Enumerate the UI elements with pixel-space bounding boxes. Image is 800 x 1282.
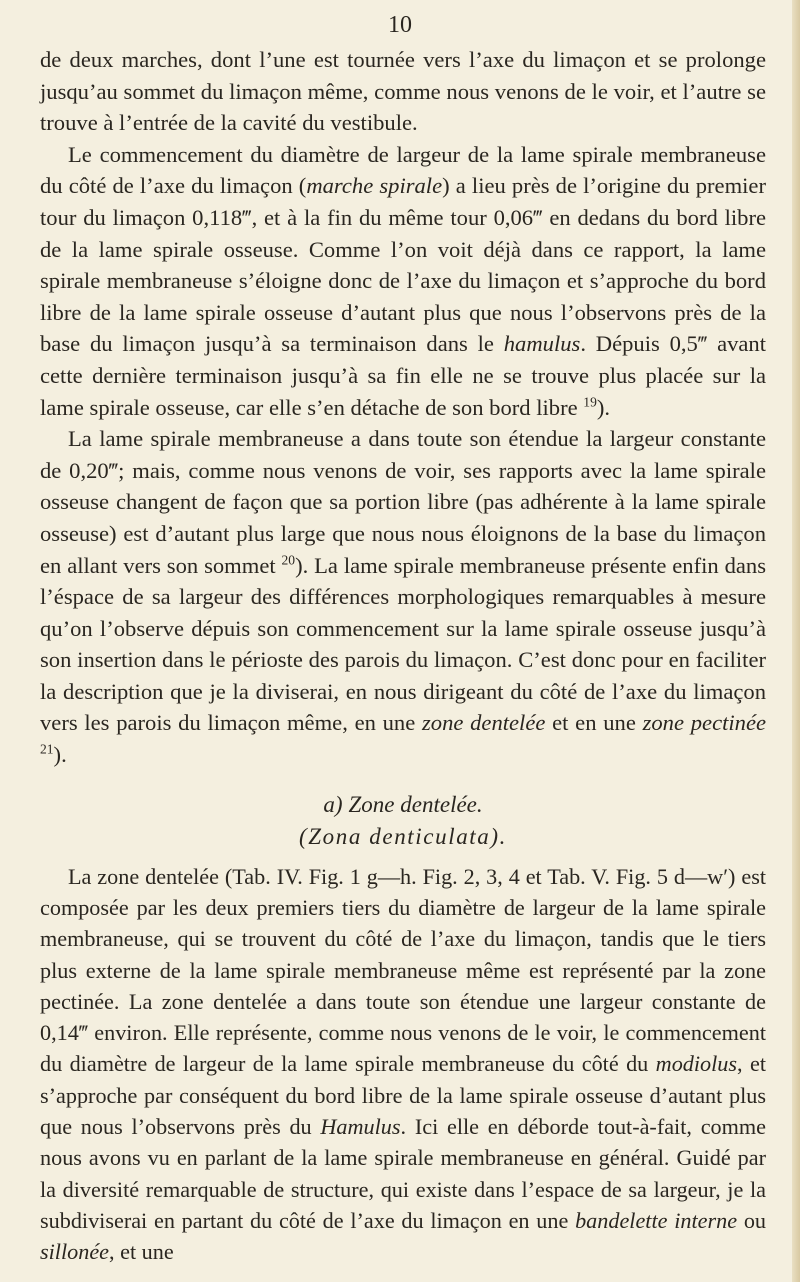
text-run: La zone dentelée (Tab. IV. Fig. 1 g—h. Fig. 2, 3, 4 et Tab. V. Fig. 5 d—w′) est composée par les deux premiers tiers du diamètre de largeur de la lame spirale membraneuse, qui se trouvent du côté de l’axe du limaçon, tandis que le tiers plus externe de la lame spirale membraneuse même est représenté par la zone pectinée. La zone dentelée a dans toute son étendue une largeur constante de 0,14‴ environ. Elle représente, comme nous venons de le voir, le commencement du diamètre de largeur de la lame spirale membraneuse du côté du <box>40 863 766 1077</box>
italic-text: zone dentelée <box>421 710 546 736</box>
paragraph-4 <box>40 861 766 1268</box>
italic-text: bandelette interne <box>575 1207 738 1233</box>
text-run: de deux marches, dont l’une est tournée vers l’axe du limaçon et se prolonge jusqu’au sommet du limaçon même, comme nous venons de le voir, et l’autre se trouve à l’entrée de la cavité du vestibule. <box>40 47 766 136</box>
page-number: 10 <box>388 12 412 38</box>
paragraph-1 <box>40 44 766 139</box>
text-run: ). <box>53 742 67 768</box>
paragraph-3 <box>40 423 766 771</box>
text-run: , et une <box>109 1239 174 1265</box>
section-label: a) <box>323 791 343 817</box>
paragraph-2 <box>40 139 766 423</box>
text-run: , et s’approche par conséquent du bord libre de la lame spirale osseuse d’autant plus que nous l’observons près du <box>40 1051 767 1140</box>
text-run: . Dépuis 0,5‴ avant cette dernière terminaison jusqu’à sa fin elle ne se trouve plus placée sur la lame spirale osseuse, car elle s’en détache de son bord libre <box>40 331 767 420</box>
italic-text: hamulus <box>503 331 581 357</box>
italic-text: marche spirale <box>306 173 443 199</box>
text-run: ) a lieu près de l’origine du premier tour du limaçon 0,118‴, et à la fin du même tour 0,06‴ en dedans du bord libre de la lame spirale osseuse. Comme l’on voit déjà dans ce rapport, la lame spirale membraneuse s’éloigne donc de l’axe du limaçon et s’approche du bord libre de la lame spirale osseuse d’autant plus que nous l’observons près de la base du limaçon jusqu’à sa terminaison dans le <box>40 173 766 357</box>
text-run: ou <box>737 1207 767 1233</box>
italic-text: Hamulus <box>320 1114 401 1140</box>
italic-text: sillonée <box>40 1239 110 1265</box>
footnote-ref: 19 <box>583 394 597 409</box>
text-run: La lame spirale membraneuse a dans toute son étendue la largeur constante de 0,20‴; mais, comme nous venons de voir, ses rapports avec la lame spirale osseuse changent de façon que sa portion libre (pas adhérente à la lame spirale osseuse) est d’autant plus large que nous nous éloignons de la base du limaçon en allant vers son sommet <box>40 426 766 578</box>
text-run: ). La lame spirale membraneuse présente enfin dans l’éspace de sa largeur des différences morphologiques remarquables à mesure qu’on l’observe dépuis son commencement sur la lame spirale osseuse jusqu’à son insertion dans le périoste des parois du limaçon. C’est donc pour en faciliter la description que je la diviserai, en nous dirigeant du côté de l’axe du limaçon vers les parois du limaçon même, en une <box>40 552 766 736</box>
section-body <box>40 861 766 1268</box>
italic-text: modiolus <box>655 1051 738 1077</box>
section-heading <box>40 789 766 821</box>
footnote-ref: 20 <box>281 551 296 567</box>
text-run: Le commencement du diamètre de largeur de la lame spirale membraneuse du côté de l’axe du limaçon ( <box>40 141 766 199</box>
page-edge <box>792 0 800 1282</box>
text-run: . Ici elle en déborde tout-à-fait, comme nous avons vu en parlant de la lame spirale membraneuse en général. Guidé par la diversité remarquable de structure, qui existe dans l’espace de sa largeur, je la subdiviserai en partant du côté de l’axe du limaçon en une <box>40 1114 766 1233</box>
body-text <box>40 44 766 1268</box>
footnote-ref: 21 <box>40 741 54 757</box>
text-run: et en une <box>545 710 643 736</box>
section-title: Zone dentelée. <box>348 791 483 817</box>
italic-text: zone pectinée <box>642 710 767 736</box>
section-subtitle: (Zona denticulata). <box>299 823 507 849</box>
text-run: ). <box>596 394 611 420</box>
